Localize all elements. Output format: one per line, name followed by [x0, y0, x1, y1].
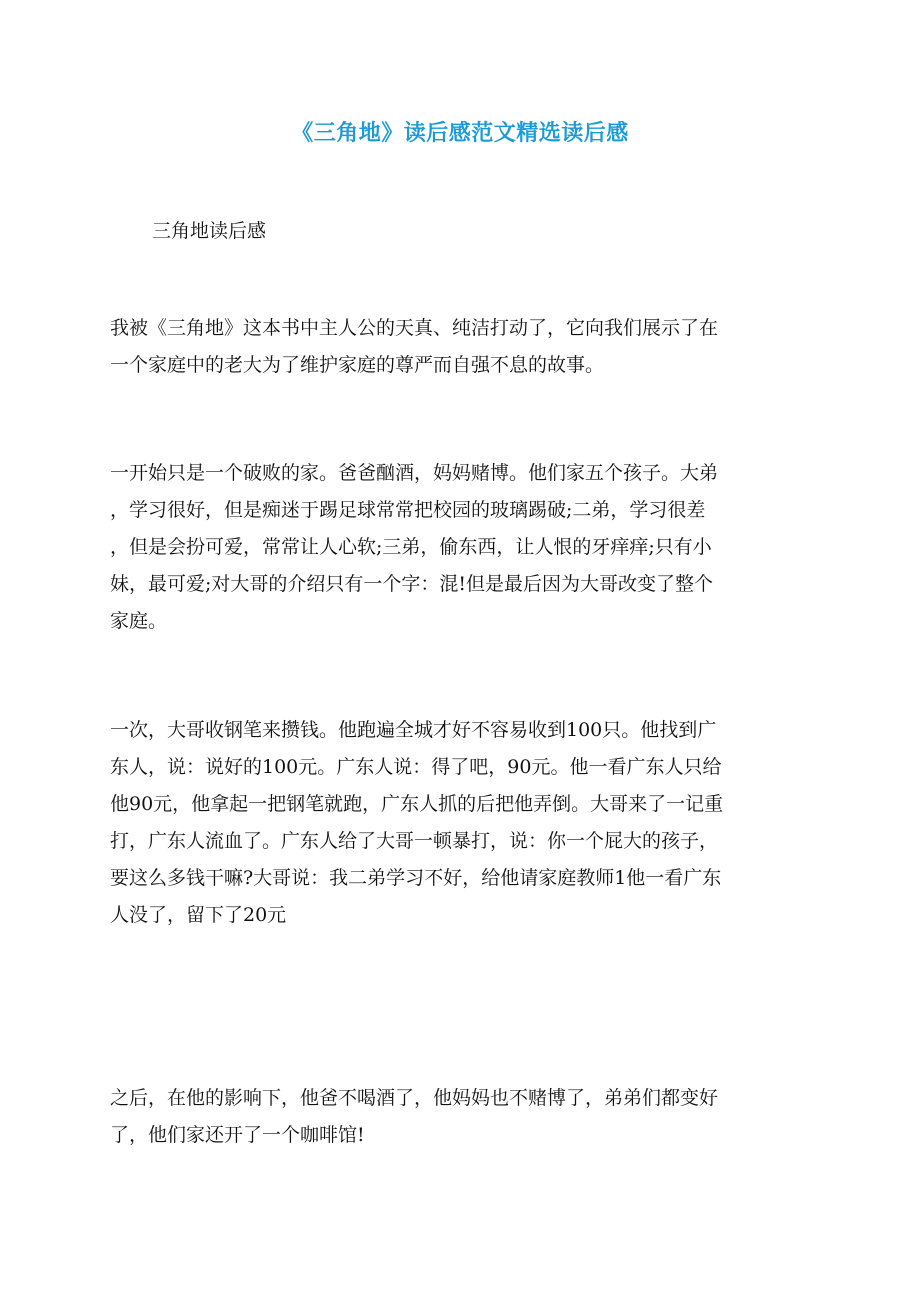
document-subtitle: 三角地读后感	[152, 220, 267, 242]
paragraph-2	[110, 455, 810, 640]
paragraph-line: 人没了，留下了20元	[110, 904, 287, 926]
paragraph-line: 他90元，他拿起一把钢笔就跑，广东人抓的后把他弄倒。大哥来了一记重	[110, 793, 724, 815]
paragraph-1	[110, 310, 810, 384]
paragraph-line: 了，他们家还开了一个咖啡馆!	[110, 1124, 365, 1146]
document-title: 《三角地》读后感范文精选读后感	[291, 121, 629, 146]
paragraph-line: 家庭。	[110, 610, 168, 632]
paragraph-line: 之后，在他的影响下，他爸不喝酒了，他妈妈也不赌博了，弟弟们都变好	[110, 1087, 719, 1109]
paragraph-4	[110, 1080, 810, 1154]
paragraph-line: 一个家庭中的老大为了维护家庭的尊严而自强不息的故事。	[110, 354, 605, 376]
paragraph-line: ，但是会扮可爱，常常让人心软;三弟，偷东西，让人恨的牙痒痒;只有小	[110, 536, 712, 558]
paragraph-line: 一开始只是一个破败的家。爸爸酗酒，妈妈赌博。他们家五个孩子。大弟	[110, 462, 719, 484]
paragraph-line: 东人，说：说好的100元。广东人说：得了吧，90元。他一看广东人只给	[110, 756, 722, 778]
paragraph-line: 打，广东人流血了。广东人给了大哥一顿暴打，说：你一个屁大的孩子，	[110, 830, 719, 852]
paragraph-line: 要这么多钱干嘛?大哥说：我二弟学习不好，给他请家庭教师1他一看广东	[110, 867, 722, 889]
paragraph-line: 妹，最可爱;对大哥的介绍只有一个字：混!但是最后因为大哥改变了整个	[110, 573, 714, 595]
paragraph-line: 一次，大哥收钢笔来攒钱。他跑遍全城才好不容易收到100只。他找到广	[110, 719, 717, 741]
paragraph-line: 我被《三角地》这本书中主人公的天真、纯洁打动了，它向我们展示了在	[110, 317, 719, 339]
paragraph-3	[110, 712, 810, 934]
paragraph-line: ，学习很好，但是痴迷于踢足球常常把校园的玻璃踢破;二弟，学习很差	[110, 499, 706, 521]
